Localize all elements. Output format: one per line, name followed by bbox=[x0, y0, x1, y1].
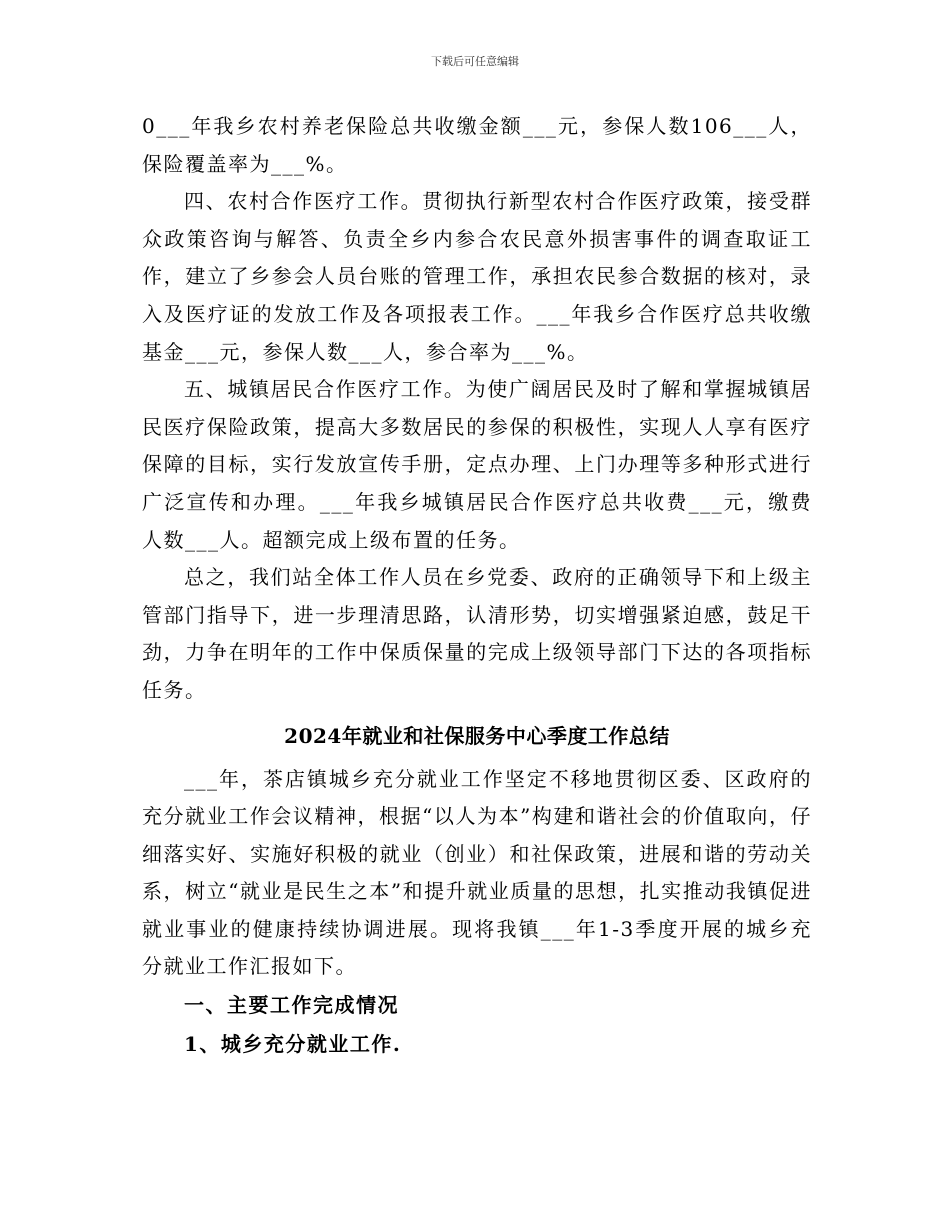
paragraph-employment-intro: ___年，茶店镇城乡充分就业工作坚定不移地贯彻区委、区政府的充分就业工作会议精神，根据“以人为本”构建和谐社会的价值取向，仔细落实好、实施好积极的就业（创业）和社保政策，进展和谐的劳动关系，树立“就业是民生之本”和提升就业质量的思想，扎实推动我镇促进就业事业的健康持续协调进展。现将我镇___年1-3季度开展的城乡充分就业工作汇报如下。 bbox=[142, 766, 812, 979]
paragraph-pension-summary: 0___年我乡农村养老保险总共收缴金额___元，参保人数106___人，保险覆盖率为___%。 bbox=[142, 114, 812, 176]
paragraph-urban-medical: 五、城镇居民合作医疗工作。为使广阔居民及时了解和掌握城镇居民医疗保险政策，提高大多数居民的参保的积极性，实现人人享有医疗保障的目标，实行发放宣传手册，定点办理、上门办理等多种形式进行广泛宣传和办理。___年我乡城镇居民合作医疗总共收费___元，缴费人数___人。超额完成上级布置的任务。 bbox=[142, 377, 812, 552]
paragraph-conclusion: 总之，我们站全体工作人员在乡党委、政府的正确领导下和上级主管部门指导下，进一步理清思路，认清形势，切实增强紧迫感，鼓足干劲，力争在明年的工作中保质保量的完成上级领导部门下达的各项指标任务。 bbox=[142, 565, 812, 702]
section-title: 2024年就业和社保服务中心季度工作总结 bbox=[284, 723, 670, 748]
document-body bbox=[142, 108, 812, 1064]
heading-main-work: 一、主要工作完成情况 bbox=[184, 993, 399, 1018]
heading-employment-work: 1、城乡充分就业工作. bbox=[184, 1032, 402, 1057]
paragraph-rural-medical: 四、农村合作医疗工作。贯彻执行新型农村合作医疗政策，接受群众政策咨询与解答、负责全乡内参合农民意外损害事件的调查取证工作，建立了乡参会人员台账的管理工作，承担农民参合数据的核对，录入及医疗证的发放工作及各项报表工作。___年我乡合作医疗总共收缴基金___元，参保人数___人，参合率为___%。 bbox=[142, 189, 812, 364]
page-header: 下载后可任意编辑 bbox=[431, 55, 519, 68]
